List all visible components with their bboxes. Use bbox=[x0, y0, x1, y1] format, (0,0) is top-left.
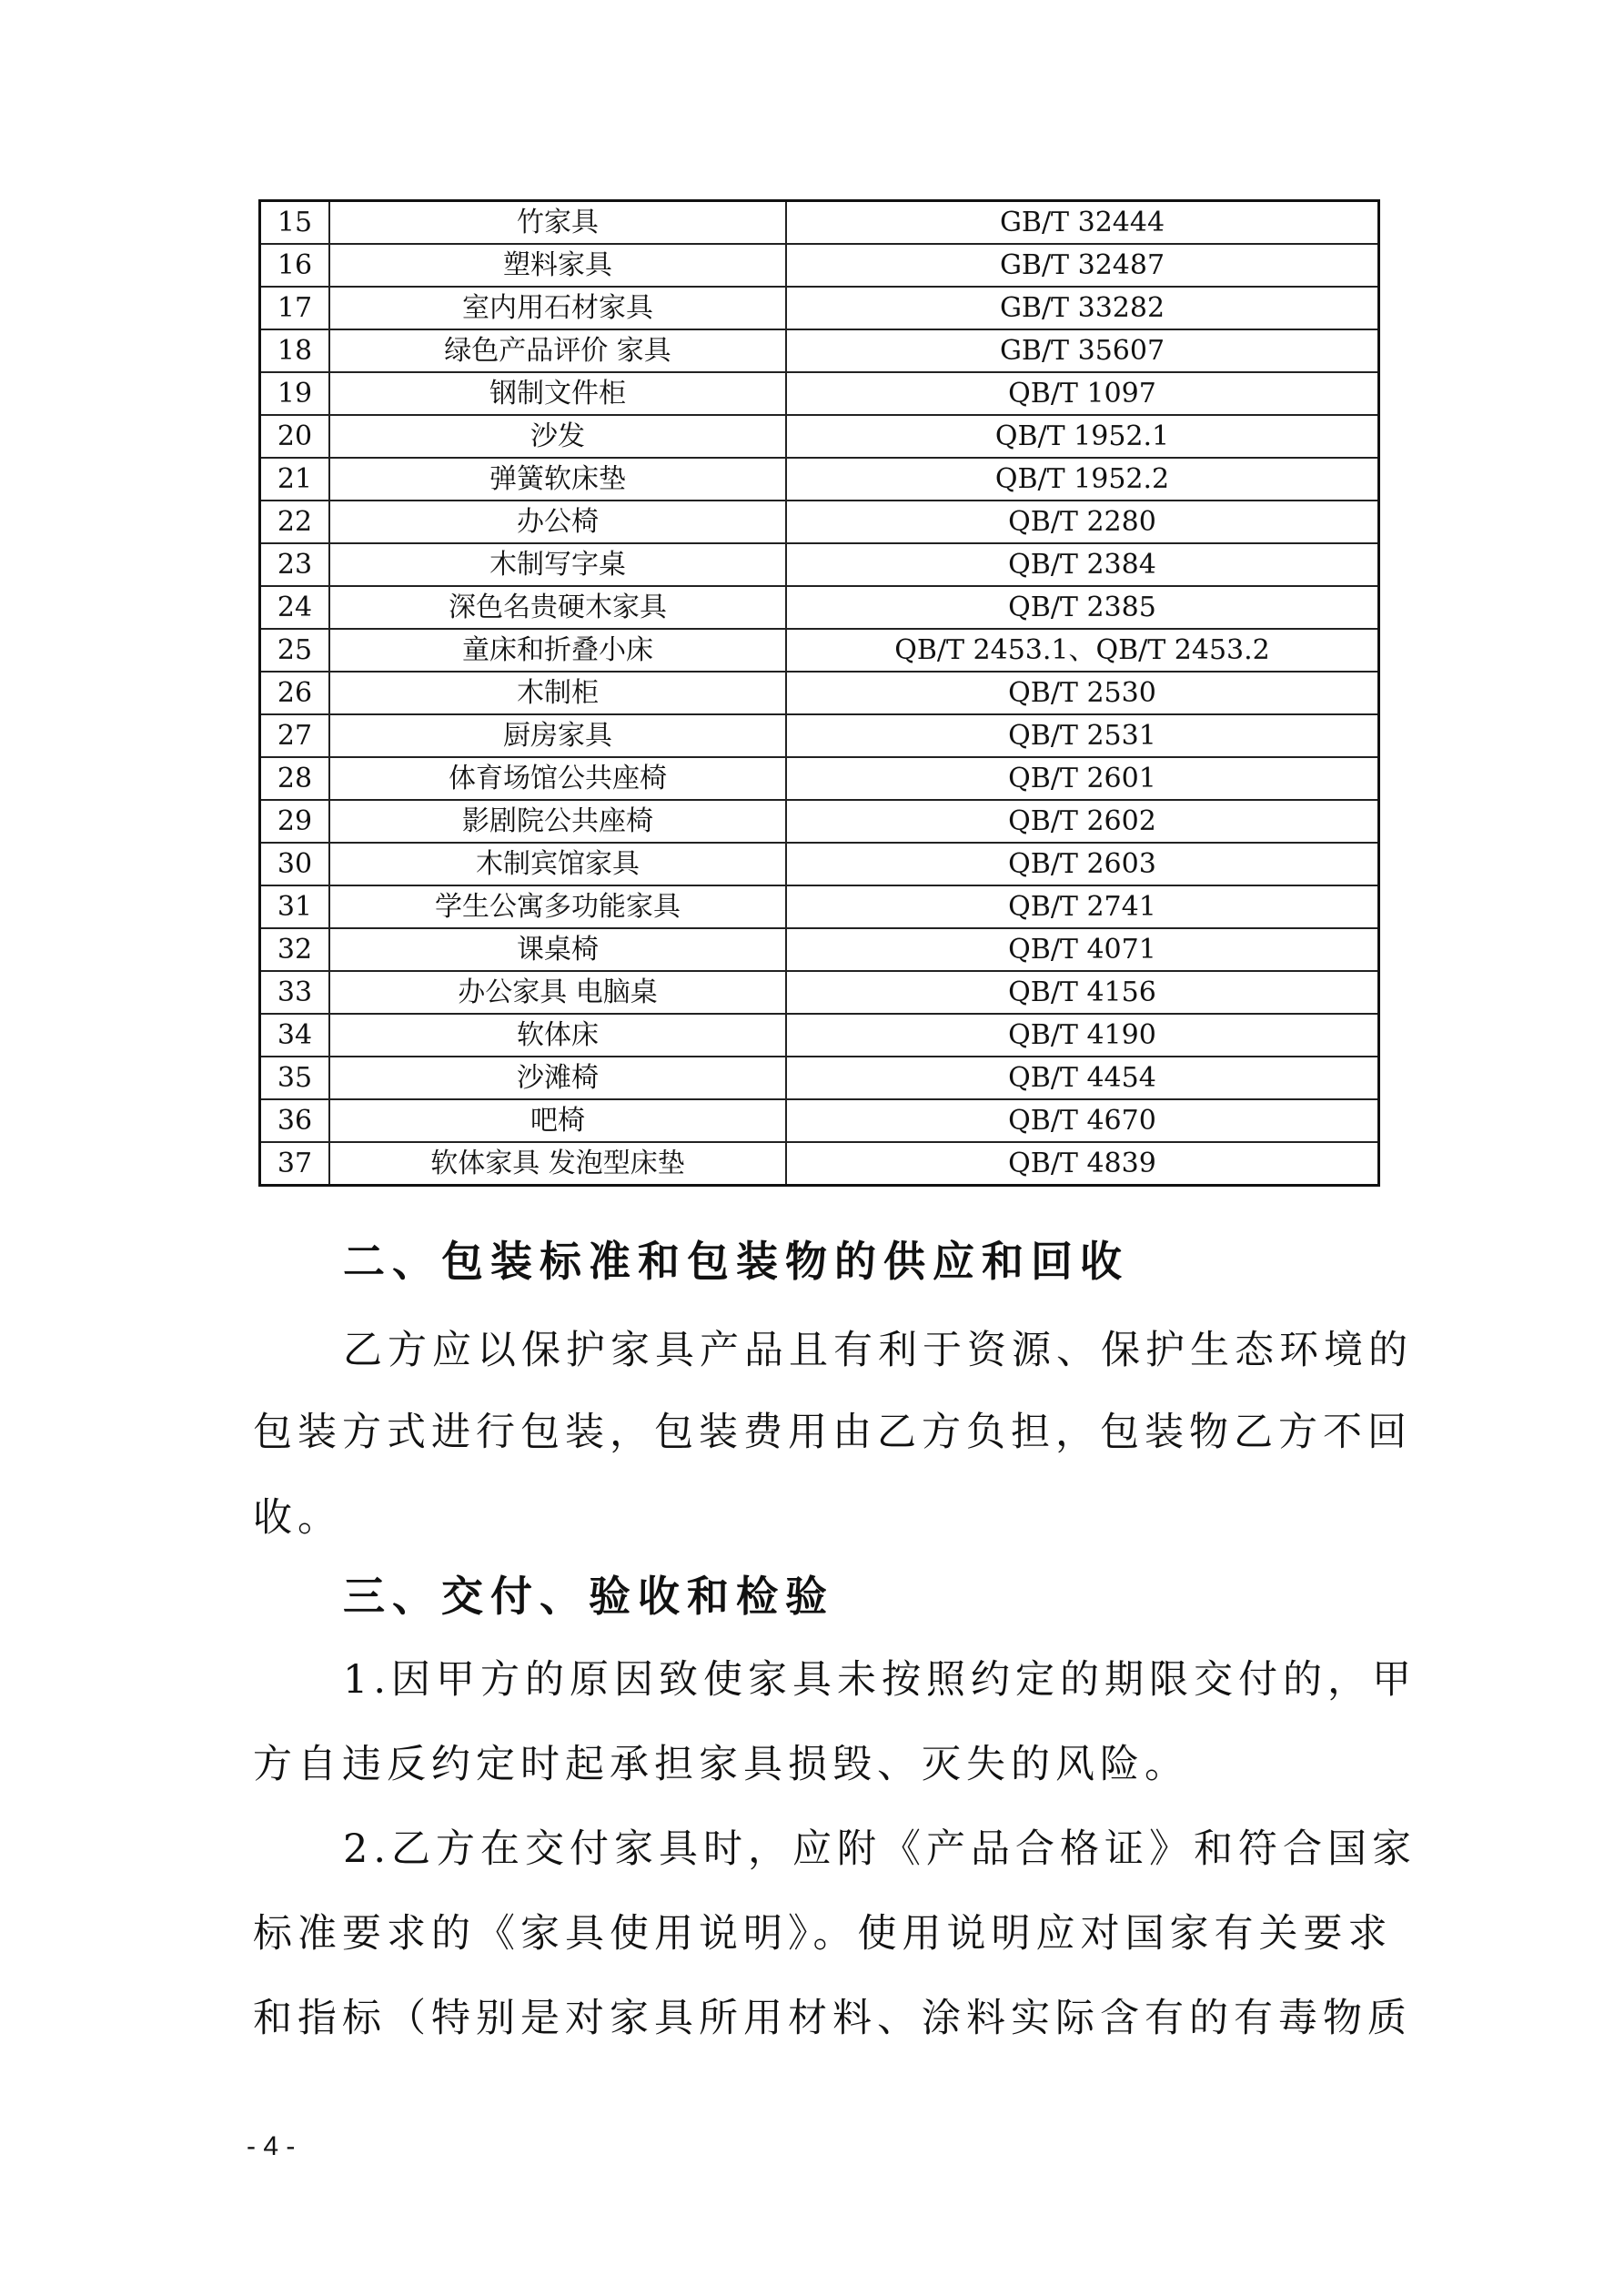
row-number: 20 bbox=[260, 415, 330, 458]
standard-code: GB/T 35607 bbox=[786, 329, 1379, 372]
table-row bbox=[260, 415, 1379, 458]
standard-code: QB/T 2531 bbox=[786, 714, 1379, 757]
product-name: 弹簧软床垫 bbox=[329, 458, 786, 501]
product-name: 沙滩椅 bbox=[329, 1057, 786, 1099]
product-name: 课桌椅 bbox=[329, 928, 786, 971]
paragraph-line: 标准要求的《家具使用说明》。使用说明应对国家有关要求 bbox=[253, 1911, 1393, 1957]
table-row bbox=[260, 672, 1379, 714]
product-name: 深色名贵硬木家具 bbox=[329, 586, 786, 629]
standard-code: QB/T 2385 bbox=[786, 586, 1379, 629]
standard-code: QB/T 4156 bbox=[786, 971, 1379, 1014]
standard-code: QB/T 1952.1 bbox=[786, 415, 1379, 458]
row-number: 28 bbox=[260, 757, 330, 800]
standard-code: QB/T 2602 bbox=[786, 800, 1379, 843]
row-number: 18 bbox=[260, 329, 330, 372]
product-name: 办公椅 bbox=[329, 501, 786, 543]
standard-code: QB/T 1097 bbox=[786, 372, 1379, 415]
row-number: 22 bbox=[260, 501, 330, 543]
product-name: 木制柜 bbox=[329, 672, 786, 714]
standard-code: QB/T 2280 bbox=[786, 501, 1379, 543]
standard-code: QB/T 4670 bbox=[786, 1099, 1379, 1142]
product-name: 童床和折叠小床 bbox=[329, 629, 786, 672]
product-name: 绿色产品评价 家具 bbox=[329, 329, 786, 372]
row-number: 24 bbox=[260, 586, 330, 629]
table-row bbox=[260, 458, 1379, 501]
row-number: 17 bbox=[260, 287, 330, 329]
product-name: 塑料家具 bbox=[329, 244, 786, 287]
product-name: 软体床 bbox=[329, 1014, 786, 1057]
row-number: 35 bbox=[260, 1057, 330, 1099]
standard-code: QB/T 2453.1、QB/T 2453.2 bbox=[786, 629, 1379, 672]
paragraph-line: 包装方式进行包装，包装费用由乙方负担，包装物乙方不回 bbox=[253, 1410, 1412, 1455]
product-name: 学生公寓多功能家具 bbox=[329, 885, 786, 928]
row-number: 21 bbox=[260, 458, 330, 501]
row-number: 33 bbox=[260, 971, 330, 1014]
table-row bbox=[260, 757, 1379, 800]
table-row bbox=[260, 201, 1379, 245]
row-number: 25 bbox=[260, 629, 330, 672]
standard-code: QB/T 2601 bbox=[786, 757, 1379, 800]
product-name: 室内用石材家具 bbox=[329, 287, 786, 329]
standard-code: QB/T 4190 bbox=[786, 1014, 1379, 1057]
row-number: 19 bbox=[260, 372, 330, 415]
table-row bbox=[260, 244, 1379, 287]
standard-code: QB/T 2741 bbox=[786, 885, 1379, 928]
product-name: 木制宾馆家具 bbox=[329, 843, 786, 885]
paragraph-line: 和指标（特别是对家具所用材料、涂料实际含有的有毒物质 bbox=[253, 1996, 1412, 2041]
paragraph-line: 收。 bbox=[253, 1495, 342, 1541]
paragraph-line: 方自违反约定时起承担家具损毁、灭失的风险。 bbox=[253, 1742, 1189, 1787]
table-row bbox=[260, 928, 1379, 971]
table-row bbox=[260, 372, 1379, 415]
section-heading-packaging: 二、包装标准和包装物的供应和回收 bbox=[343, 1237, 1129, 1286]
row-number: 34 bbox=[260, 1014, 330, 1057]
table-row bbox=[260, 1057, 1379, 1099]
table-row bbox=[260, 1099, 1379, 1142]
table-row bbox=[260, 800, 1379, 843]
product-name: 体育场馆公共座椅 bbox=[329, 757, 786, 800]
table-row bbox=[260, 971, 1379, 1014]
table-row bbox=[260, 501, 1379, 543]
product-name: 厨房家具 bbox=[329, 714, 786, 757]
row-number: 30 bbox=[260, 843, 330, 885]
table-row bbox=[260, 543, 1379, 586]
standard-code: QB/T 4839 bbox=[786, 1142, 1379, 1186]
table-row bbox=[260, 629, 1379, 672]
table-row bbox=[260, 329, 1379, 372]
section-heading-delivery: 三、交付、验收和检验 bbox=[343, 1572, 834, 1621]
row-number: 15 bbox=[260, 201, 330, 245]
product-name: 办公家具 电脑桌 bbox=[329, 971, 786, 1014]
standard-code: QB/T 1952.2 bbox=[786, 458, 1379, 501]
standard-code: GB/T 32487 bbox=[786, 244, 1379, 287]
product-name: 软体家具 发泡型床垫 bbox=[329, 1142, 786, 1186]
standards-table bbox=[258, 199, 1380, 1187]
table-row bbox=[260, 586, 1379, 629]
product-name: 木制写字桌 bbox=[329, 543, 786, 586]
paragraph-line: 1.因甲方的原因致使家具未按照约定的期限交付的，甲 bbox=[343, 1657, 1417, 1703]
product-name: 钢制文件柜 bbox=[329, 372, 786, 415]
paragraph-line: 乙方应以保护家具产品且有利于资源、保护生态环境的 bbox=[343, 1328, 1413, 1373]
standard-code: QB/T 2384 bbox=[786, 543, 1379, 586]
table-row bbox=[260, 885, 1379, 928]
row-number: 32 bbox=[260, 928, 330, 971]
table-row bbox=[260, 714, 1379, 757]
table-row bbox=[260, 287, 1379, 329]
standard-code: GB/T 33282 bbox=[786, 287, 1379, 329]
row-number: 26 bbox=[260, 672, 330, 714]
product-name: 影剧院公共座椅 bbox=[329, 800, 786, 843]
paragraph-line: 2.乙方在交付家具时，应附《产品合格证》和符合国家 bbox=[343, 1826, 1417, 1872]
standard-code: GB/T 32444 bbox=[786, 201, 1379, 245]
product-name: 竹家具 bbox=[329, 201, 786, 245]
product-name: 沙发 bbox=[329, 415, 786, 458]
product-name: 吧椅 bbox=[329, 1099, 786, 1142]
row-number: 29 bbox=[260, 800, 330, 843]
table-row bbox=[260, 1014, 1379, 1057]
standard-code: QB/T 4071 bbox=[786, 928, 1379, 971]
row-number: 23 bbox=[260, 543, 330, 586]
standard-code: QB/T 2603 bbox=[786, 843, 1379, 885]
table-row bbox=[260, 843, 1379, 885]
row-number: 37 bbox=[260, 1142, 330, 1186]
page-number: - 4 - bbox=[247, 2131, 296, 2161]
row-number: 36 bbox=[260, 1099, 330, 1142]
table-row bbox=[260, 1142, 1379, 1186]
row-number: 31 bbox=[260, 885, 330, 928]
standard-code: QB/T 4454 bbox=[786, 1057, 1379, 1099]
standard-code: QB/T 2530 bbox=[786, 672, 1379, 714]
row-number: 16 bbox=[260, 244, 330, 287]
row-number: 27 bbox=[260, 714, 330, 757]
